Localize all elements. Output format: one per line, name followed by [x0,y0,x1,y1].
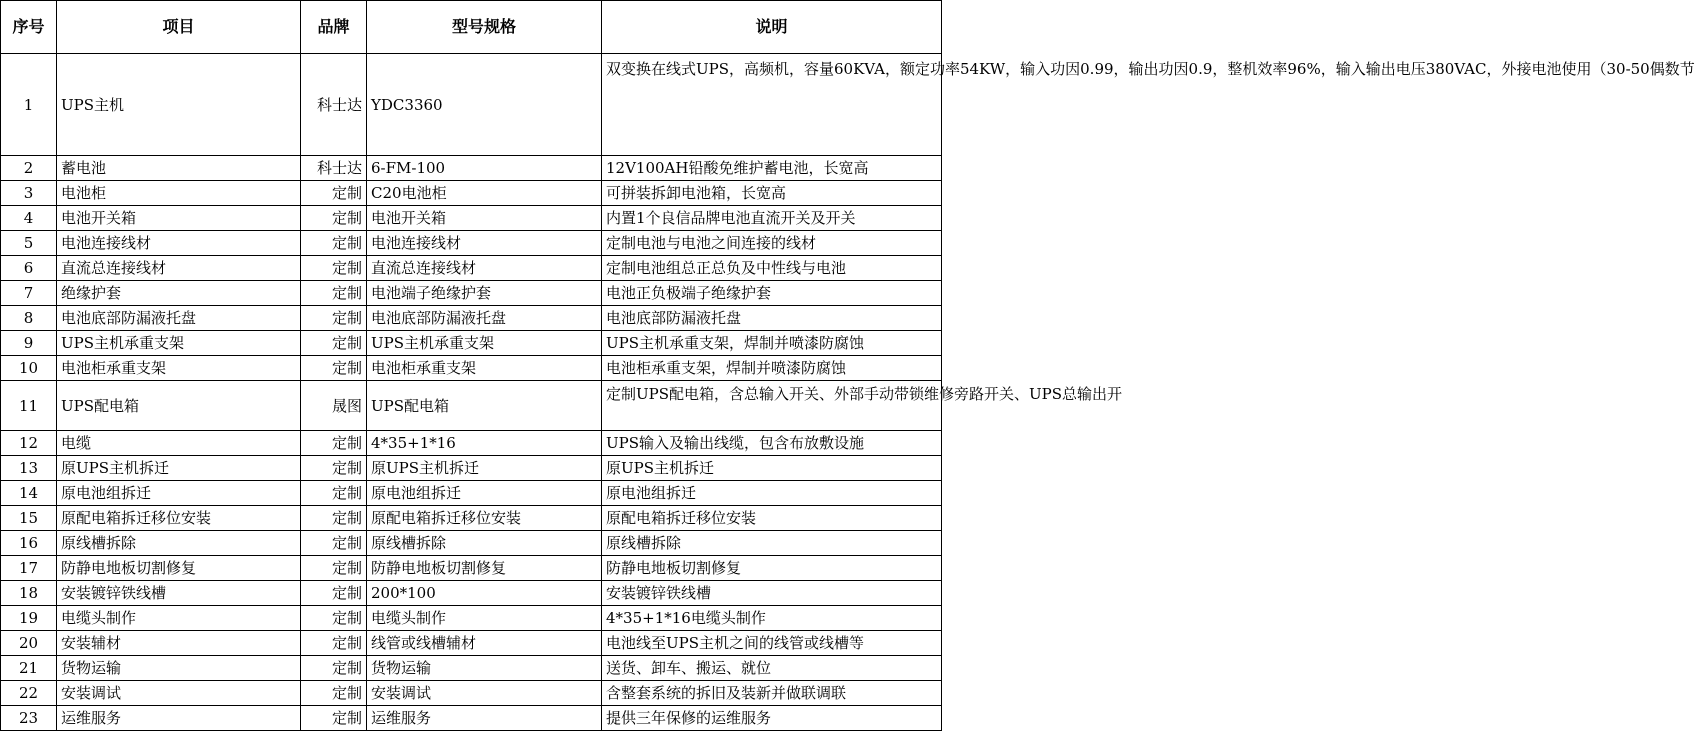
cell-item[interactable]: 电池柜 [57,181,301,206]
table-row [1,556,942,581]
cell-brand[interactable]: 定制 [301,556,367,581]
table-row [1,256,942,281]
cell-desc[interactable]: 电池柜承重支架，焊制并喷漆防腐蚀 [602,356,942,381]
cell-desc[interactable] [602,54,1695,156]
cell-item[interactable]: UPS主机 [57,54,301,156]
cell-desc[interactable]: 原线槽拆除 [602,531,942,556]
cell-no[interactable]: 15 [1,506,57,531]
cell-desc-text: 双变换在线式UPS，高频机，容量60KVA，额定功率54KW，输入功因0.99，输出功因0.9，整机效率96%，输入输出电压380VAC，外接电池使用（30-50偶数节 [606,59,1695,78]
table-row [1,281,942,306]
cell-model[interactable]: 原配电箱拆迁移位安装 [367,506,602,531]
cell-desc[interactable]: 原配电箱拆迁移位安装 [602,506,942,531]
cell-no[interactable]: 6 [1,256,57,281]
cell-desc[interactable]: 提供三年保修的运维服务 [602,706,942,731]
table-row [1,506,942,531]
cell-desc[interactable]: 含整套系统的拆旧及装新并做联调联 [602,681,942,706]
header-row [1,1,942,54]
table-row [1,381,942,431]
cell-no[interactable]: 14 [1,481,57,506]
cell-desc[interactable]: 可拼装拆卸电池箱，长宽高 [602,181,942,206]
cell-brand[interactable]: 科士达 [301,54,367,156]
cell-desc[interactable] [602,381,1123,431]
table-row [1,581,942,606]
table-row [1,681,942,706]
table-row [1,481,942,506]
cell-model[interactable]: 电缆头制作 [367,606,602,631]
cell-desc[interactable]: UPS主机承重支架，焊制并喷漆防腐蚀 [602,331,942,356]
table-row [1,656,942,681]
cell-brand[interactable]: 定制 [301,331,367,356]
cell-brand[interactable]: 定制 [301,281,367,306]
table-row [1,456,942,481]
cell-desc[interactable]: 原UPS主机拆迁 [602,456,942,481]
table-row [1,356,942,381]
cell-item[interactable]: 安装镀锌铁线槽 [57,581,301,606]
cell-no[interactable]: 8 [1,306,57,331]
cell-desc[interactable]: 电池线至UPS主机之间的线管或线槽等 [602,631,942,656]
cell-no[interactable]: 20 [1,631,57,656]
cell-no[interactable]: 7 [1,281,57,306]
cell-item[interactable]: 原电池组拆迁 [57,481,301,506]
header-item[interactable]: 项目 [57,1,301,54]
cell-no[interactable]: 22 [1,681,57,706]
cell-no[interactable]: 3 [1,181,57,206]
cell-no[interactable]: 23 [1,706,57,731]
cell-desc[interactable]: 4*35+1*16电缆头制作 [602,606,942,631]
cell-desc[interactable]: 定制电池与电池之间连接的线材 [602,231,942,256]
cell-no[interactable]: 13 [1,456,57,481]
cell-model[interactable]: 电池连接线材 [367,231,602,256]
cell-no[interactable]: 4 [1,206,57,231]
cell-item[interactable]: 蓄电池 [57,156,301,181]
header-no[interactable]: 序号 [1,1,57,54]
cell-no[interactable]: 10 [1,356,57,381]
cell-item[interactable]: 原配电箱拆迁移位安装 [57,506,301,531]
cell-model[interactable]: UPS配电箱 [367,381,602,431]
header-brand[interactable]: 品牌 [301,1,367,54]
cell-item[interactable]: 防静电地板切割修复 [57,556,301,581]
cell-item[interactable]: 运维服务 [57,706,301,731]
cell-desc[interactable]: 送货、卸车、搬运、就位 [602,656,942,681]
table-row [1,606,942,631]
cell-model[interactable]: YDC3360 [367,54,602,156]
cell-brand[interactable]: 定制 [301,506,367,531]
cell-model[interactable]: 防静电地板切割修复 [367,556,602,581]
table-row [1,631,942,656]
cell-brand[interactable]: 定制 [301,231,367,256]
cell-item[interactable]: 电池柜承重支架 [57,356,301,381]
table-row [1,331,942,356]
cell-model[interactable]: 6-FM-100 [367,156,602,181]
cell-model[interactable]: 原电池组拆迁 [367,481,602,506]
cell-model[interactable]: 原UPS主机拆迁 [367,456,602,481]
table-row [1,206,942,231]
cell-item[interactable]: 电池底部防漏液托盘 [57,306,301,331]
cell-brand[interactable]: 科士达 [301,156,367,181]
cell-desc[interactable]: 内置1个良信品牌电池直流开关及开关 [602,206,942,231]
cell-brand[interactable]: 定制 [301,631,367,656]
cell-model[interactable]: C20电池柜 [367,181,602,206]
cell-brand[interactable]: 定制 [301,606,367,631]
cell-model[interactable]: 运维服务 [367,706,602,731]
cell-item[interactable]: 电池连接线材 [57,231,301,256]
cell-model[interactable]: 200*100 [367,581,602,606]
cell-model[interactable]: 安装调试 [367,681,602,706]
cell-brand[interactable]: 定制 [301,481,367,506]
cell-item[interactable]: 安装辅材 [57,631,301,656]
cell-model[interactable]: 直流总连接线材 [367,256,602,281]
cell-item[interactable]: 原UPS主机拆迁 [57,456,301,481]
cell-no[interactable]: 17 [1,556,57,581]
cell-no[interactable]: 16 [1,531,57,556]
table-row [1,706,942,731]
cell-desc[interactable]: 防静电地板切割修复 [602,556,942,581]
cell-brand[interactable]: 定制 [301,456,367,481]
table-row [1,54,942,156]
cell-desc[interactable]: 12V100AH铅酸免维护蓄电池，长宽高 [602,156,942,181]
table-row [1,531,942,556]
cell-desc[interactable]: 电池正负极端子绝缘护套 [602,281,942,306]
cell-brand[interactable]: 定制 [301,356,367,381]
cell-model[interactable]: 电池底部防漏液托盘 [367,306,602,331]
cell-item[interactable]: 安装调试 [57,681,301,706]
cell-no[interactable]: 12 [1,431,57,456]
cell-desc[interactable]: 电池底部防漏液托盘 [602,306,942,331]
cell-desc-text: 定制UPS配电箱，含总输入开关、外部手动带锁维修旁路开关、UPS总输出开 [606,384,1123,403]
cell-item[interactable]: 绝缘护套 [57,281,301,306]
table-row [1,156,942,181]
table-row [1,431,942,456]
cell-no[interactable]: 1 [1,54,57,156]
cell-model[interactable]: 原线槽拆除 [367,531,602,556]
table-row [1,181,942,206]
cell-model[interactable]: 货物运输 [367,656,602,681]
cell-brand[interactable]: 定制 [301,581,367,606]
cell-no[interactable]: 9 [1,331,57,356]
cell-brand[interactable]: 定制 [301,431,367,456]
cell-item[interactable]: 电缆 [57,431,301,456]
cell-brand[interactable]: 定制 [301,681,367,706]
cell-item[interactable]: 电缆头制作 [57,606,301,631]
cell-brand[interactable]: 定制 [301,656,367,681]
header-model[interactable]: 型号规格 [367,1,602,54]
cell-item[interactable]: 直流总连接线材 [57,256,301,281]
cell-model[interactable]: 线管或线槽辅材 [367,631,602,656]
cell-model[interactable]: UPS主机承重支架 [367,331,602,356]
cell-model[interactable]: 4*35+1*16 [367,431,602,456]
cell-no[interactable]: 2 [1,156,57,181]
cell-item[interactable]: UPS主机承重支架 [57,331,301,356]
cell-desc[interactable]: 安装镀锌铁线槽 [602,581,942,606]
cell-brand[interactable]: 定制 [301,706,367,731]
table-row [1,306,942,331]
cell-brand[interactable]: 定制 [301,531,367,556]
cell-brand[interactable]: 定制 [301,306,367,331]
cell-brand[interactable]: 晟图 [301,381,367,431]
cell-item[interactable]: 电池开关箱 [57,206,301,231]
cell-no[interactable]: 21 [1,656,57,681]
header-desc[interactable]: 说明 [602,1,942,54]
cell-no[interactable]: 18 [1,581,57,606]
cell-no[interactable]: 11 [1,381,57,431]
cell-brand[interactable]: 定制 [301,256,367,281]
cell-model[interactable]: 电池端子绝缘护套 [367,281,602,306]
cell-desc[interactable]: 原电池组拆迁 [602,481,942,506]
cell-model[interactable]: 电池柜承重支架 [367,356,602,381]
cell-no[interactable]: 19 [1,606,57,631]
cell-brand[interactable]: 定制 [301,206,367,231]
cell-desc[interactable]: UPS输入及输出线缆，包含布放敷设施 [602,431,942,456]
cell-brand[interactable]: 定制 [301,181,367,206]
cell-no[interactable]: 5 [1,231,57,256]
cell-model[interactable]: 电池开关箱 [367,206,602,231]
table-row [1,231,942,256]
cell-item[interactable]: 货物运输 [57,656,301,681]
cell-desc[interactable]: 定制电池组总正总负及中性线与电池 [602,256,942,281]
cell-item[interactable]: 原线槽拆除 [57,531,301,556]
cell-item[interactable]: UPS配电箱 [57,381,301,431]
